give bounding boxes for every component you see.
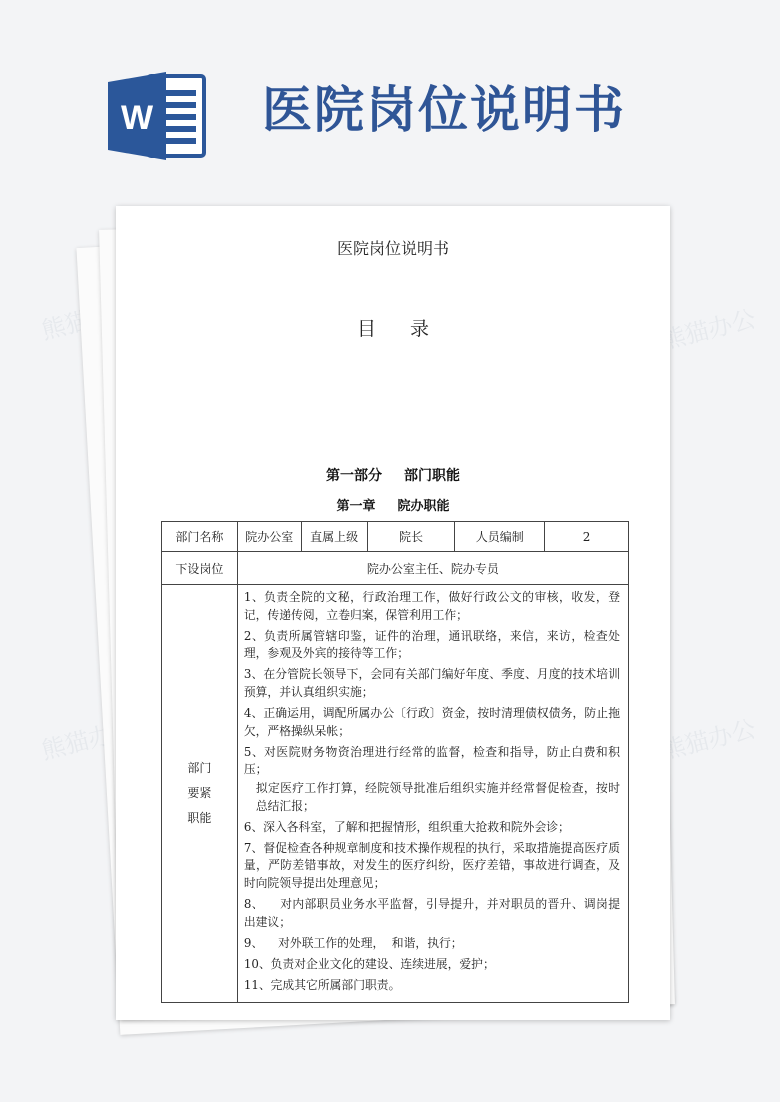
dept-name-label: 部门名称 — [162, 522, 238, 552]
duty-item: 3、在分管院长领导下，会同有关部门编好年度、季度、月度的技术培训预算，并认真组织实施； — [243, 667, 620, 699]
duty-item: 7、督促检查各种规章制度和技术操作规程的执行，采取措施提高医疗质量，严防差错事故，对发生的医疗纠纷，医疗差错，事故进行调查，及时向院领导提出处理意见； — [243, 840, 620, 890]
main-duties-label — [162, 585, 238, 1003]
sub-positions-value: 院办公室主任、院办专员 — [237, 552, 628, 585]
part-number: 第一部分 — [326, 468, 382, 484]
banner-title: 医院岗位说明书 — [262, 80, 626, 139]
duty-item: 2、负责所属管辖印鉴，证件的治理，通讯联络，来信，来访，检查处理，参观及外宾的接待等工作； — [243, 628, 620, 661]
document-page — [116, 206, 670, 1020]
watermark: 熊猫办公 — [38, 714, 139, 766]
toc-heading: 目录 — [356, 318, 463, 340]
chapter-heading — [116, 495, 670, 514]
table-row — [162, 552, 629, 585]
chapter-name: 院办职能 — [397, 499, 450, 514]
chapter-number: 第一章 — [336, 499, 376, 514]
part-heading — [116, 465, 670, 485]
duty-item: 拟定医疗工作打算，经院领导批准后组织实施并经常督促检查，按时总结汇报； — [255, 780, 620, 813]
duty-item: 1、负责全院的文秘，行政治理工作，做好行政公文的审核，收发，登记，传递传阅，立卷归案，保管利用工作； — [243, 590, 620, 622]
part-name: 部门职能 — [404, 468, 460, 484]
table-row — [162, 522, 629, 552]
sub-positions-label: 下设岗位 — [162, 552, 238, 585]
dept-name-value: 院办公室 — [237, 522, 301, 552]
watermark: 熊猫办公 — [658, 714, 759, 766]
svg-text:W: W — [120, 99, 154, 137]
duty-item: 9、 对外联工作的处理， 和谐，执行； — [243, 935, 463, 950]
superior-label: 直属上级 — [301, 522, 367, 552]
main-duties-label-line: 要紧 — [187, 785, 212, 800]
watermark: 熊猫办公 — [658, 304, 759, 356]
duties-list — [237, 585, 628, 1003]
staff-quota-value: 2 — [545, 522, 629, 552]
duty-item: 4、正确运用，调配所属办公〔行政〕资金，按时清理债权债务，防止拖欠，严格操纵呆帐； — [243, 706, 620, 738]
table-row — [162, 585, 629, 1003]
word-document-icon — [108, 72, 208, 160]
department-duty-table — [161, 521, 629, 1003]
document-title: 医院岗位说明书 — [336, 239, 449, 258]
duty-item: 5、对医院财务物资治理进行经常的监督，检查和指导，防止白费和积压； — [243, 744, 620, 777]
header-banner — [0, 0, 780, 200]
main-duties-label-line: 部门 — [187, 760, 212, 775]
duty-item: 6、深入各科室，了解和把握情形，组织重大抢救和院外会诊； — [243, 819, 570, 834]
staff-quota-label: 人员编制 — [455, 522, 545, 552]
duty-item: 10、负责对企业文化的建设、连续进展，爱护； — [243, 956, 495, 971]
superior-value: 院长 — [367, 522, 455, 552]
main-duties-label-line: 职能 — [187, 810, 212, 825]
duty-item: 8、 对内部职员业务水平监督，引导提升，并对职员的晋升、调岗提出建议； — [243, 897, 620, 929]
duty-item: 11、完成其它所属部门职责。 — [243, 977, 401, 992]
